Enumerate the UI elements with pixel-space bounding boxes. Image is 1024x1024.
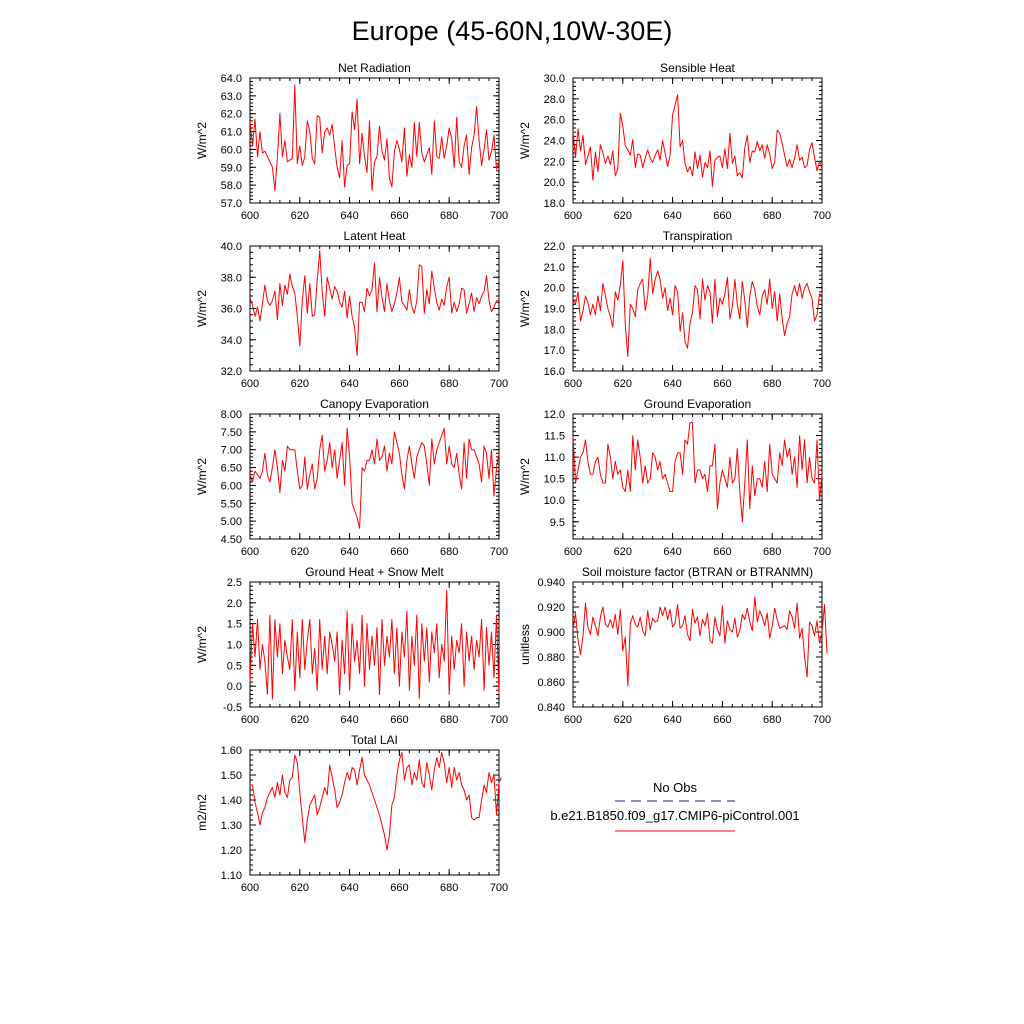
panels (195, 61, 831, 894)
x-tick-label: 600 (563, 378, 583, 390)
x-tick-label: 620 (290, 882, 309, 894)
y-tick-label: 21.0 (543, 261, 565, 274)
x-tick-label: 660 (713, 378, 732, 390)
x-tick-label: 600 (240, 546, 260, 558)
x-tick-label: 600 (563, 714, 583, 726)
plot-frame (573, 582, 822, 707)
panel-title: Sensible Heat (660, 61, 735, 75)
plot-frame (250, 414, 499, 539)
x-tick-label: 640 (663, 210, 682, 222)
x-tick-label: 680 (440, 714, 459, 726)
y-tick-label: 11.0 (544, 452, 565, 465)
series-line (573, 259, 822, 357)
panel-6 (518, 397, 831, 558)
x-tick-label: 620 (613, 210, 632, 222)
y-tick-label: 1.40 (220, 795, 242, 807)
y-tick-label: 1.5 (226, 618, 242, 631)
y-tick-label: 0.5 (226, 660, 242, 673)
legend (550, 780, 799, 831)
y-tick-label: 18.0 (543, 324, 565, 337)
y-tick-label: 60.0 (220, 144, 242, 157)
panel-title: Net Radiation (338, 61, 411, 75)
series-line (250, 428, 499, 528)
legend-obs-label: No Obs (652, 780, 698, 795)
x-tick-label: 620 (290, 546, 309, 558)
y-axis-label: W/m^2 (195, 626, 209, 663)
legend-model-label: b.e21.B1850.f09_g17.CMIP6-piControl.001 (550, 808, 800, 823)
y-tick-label: 57.0 (220, 198, 242, 210)
plot-frame (250, 78, 499, 203)
x-tick-label: 700 (812, 210, 832, 222)
y-tick-label: 1.20 (220, 845, 242, 857)
y-tick-label: 0.860 (537, 677, 565, 689)
x-tick-label: 680 (763, 714, 782, 726)
x-tick-label: 600 (563, 546, 583, 558)
y-tick-label: 20.0 (543, 282, 565, 295)
y-tick-label: 64.0 (220, 73, 242, 85)
panel-5 (195, 397, 508, 558)
panel-9 (195, 733, 508, 894)
y-tick-label: 20.0 (543, 177, 565, 190)
y-tick-label: 59.0 (220, 162, 242, 175)
panel-7 (195, 565, 508, 726)
y-tick-label: 58.0 (220, 180, 242, 193)
series-line (250, 251, 499, 356)
figure-title: Europe (45-60N,10W-30E) (351, 16, 673, 46)
series-line (573, 95, 822, 187)
panel-title: Total LAI (351, 733, 398, 747)
y-axis-label: W/m^2 (518, 458, 532, 495)
panel-title: Ground Heat + Snow Melt (305, 565, 444, 579)
x-tick-label: 600 (240, 714, 260, 726)
x-tick-label: 600 (240, 378, 260, 390)
plot-frame (573, 414, 822, 539)
y-tick-label: 18.0 (543, 198, 565, 210)
y-tick-label: 11.5 (544, 430, 565, 443)
x-tick-label: 640 (340, 714, 359, 726)
series-line (250, 85, 499, 190)
x-tick-label: 620 (613, 378, 632, 390)
x-tick-label: 640 (340, 378, 359, 390)
x-tick-label: 700 (489, 546, 509, 558)
series-line (573, 423, 822, 522)
x-tick-label: 660 (390, 714, 409, 726)
y-tick-label: 26.0 (543, 114, 565, 127)
y-tick-label: 22.0 (543, 156, 565, 169)
y-tick-label: 32.0 (220, 366, 242, 378)
x-tick-label: 660 (390, 882, 409, 894)
y-tick-label: 24.0 (543, 135, 565, 148)
y-tick-label: 0.0 (226, 681, 242, 694)
y-tick-label: 0.840 (537, 702, 565, 714)
x-tick-label: 700 (489, 882, 509, 894)
x-tick-label: 700 (489, 378, 509, 390)
series-line (250, 753, 502, 851)
y-tick-label: 38.0 (220, 272, 242, 285)
x-tick-label: 700 (489, 210, 509, 222)
x-tick-label: 700 (489, 714, 509, 726)
y-tick-label: 1.30 (220, 820, 242, 832)
panel-title: Transpiration (662, 229, 733, 243)
x-tick-label: 680 (440, 546, 459, 558)
x-tick-label: 660 (390, 210, 409, 222)
y-tick-label: 62.0 (220, 108, 242, 121)
y-tick-label: 8.00 (220, 409, 242, 421)
x-tick-label: 700 (812, 546, 832, 558)
y-tick-label: 40.0 (220, 241, 242, 253)
x-tick-label: 600 (563, 210, 583, 222)
x-tick-label: 600 (240, 210, 260, 222)
x-tick-label: 660 (713, 210, 732, 222)
panel-2 (518, 61, 831, 222)
y-tick-label: 34.0 (220, 334, 242, 347)
x-tick-label: 680 (440, 210, 459, 222)
y-tick-label: 0.940 (537, 577, 565, 589)
y-tick-label: 7.50 (220, 426, 242, 439)
x-tick-label: 640 (663, 378, 682, 390)
x-tick-label: 660 (713, 546, 732, 558)
y-tick-label: 12.0 (543, 409, 565, 421)
y-tick-label: 30.0 (543, 73, 565, 85)
x-tick-label: 680 (763, 210, 782, 222)
y-tick-label: 19.0 (543, 303, 565, 316)
y-axis-label: W/m^2 (518, 290, 532, 327)
panel-title: Latent Heat (343, 229, 406, 243)
x-tick-label: 700 (812, 378, 832, 390)
y-tick-label: 6.50 (220, 462, 242, 475)
x-tick-label: 660 (713, 714, 732, 726)
y-tick-label: 9.5 (549, 516, 565, 529)
series-line (250, 590, 499, 698)
y-tick-label: 6.00 (220, 480, 242, 493)
x-tick-label: 620 (613, 714, 632, 726)
y-axis-label: W/m^2 (195, 458, 209, 495)
x-tick-label: 620 (290, 378, 309, 390)
y-tick-label: 16.0 (543, 366, 565, 378)
plot-frame (573, 78, 822, 203)
x-tick-label: 640 (663, 714, 682, 726)
panel-8 (518, 565, 831, 726)
y-tick-label: 36.0 (220, 303, 242, 316)
x-tick-label: 600 (240, 882, 260, 894)
y-tick-label: 0.880 (537, 652, 565, 664)
y-axis-label: W/m^2 (195, 290, 209, 327)
y-tick-label: 10.0 (543, 495, 565, 508)
panel-1 (195, 61, 508, 222)
x-tick-label: 680 (440, 378, 459, 390)
panel-title: Ground Evaporation (643, 397, 752, 411)
x-tick-label: 680 (763, 546, 782, 558)
y-tick-label: 0.920 (537, 602, 565, 614)
y-tick-label: 61.0 (220, 126, 242, 139)
panel-title: Canopy Evaporation (320, 397, 429, 411)
x-tick-label: 640 (340, 546, 359, 558)
plot-frame (250, 582, 499, 707)
x-tick-label: 640 (340, 882, 359, 894)
y-tick-label: 2.5 (226, 577, 242, 589)
panel-4 (518, 229, 831, 390)
y-tick-label: 5.00 (220, 516, 242, 529)
y-axis-label: m2/m2 (195, 794, 209, 831)
x-tick-label: 640 (340, 210, 359, 222)
y-tick-label: 5.50 (220, 498, 242, 511)
y-tick-label: 1.60 (220, 745, 242, 757)
x-tick-label: 700 (812, 714, 832, 726)
x-tick-label: 620 (613, 546, 632, 558)
y-tick-label: 63.0 (220, 90, 242, 103)
panel-3 (195, 229, 508, 390)
y-tick-label: 28.0 (543, 93, 565, 106)
x-tick-label: 620 (290, 210, 309, 222)
x-tick-label: 640 (663, 546, 682, 558)
x-tick-label: 660 (390, 378, 409, 390)
y-tick-label: 17.0 (543, 345, 565, 358)
y-tick-label: 7.00 (220, 444, 242, 457)
y-tick-label: -0.5 (223, 702, 242, 714)
x-tick-label: 680 (763, 378, 782, 390)
y-axis-label: W/m^2 (195, 122, 209, 159)
panel-title: Soil moisture factor (BTRAN or BTRANMN) (581, 565, 814, 579)
y-axis-label: unitless (518, 624, 532, 665)
series-line (573, 597, 827, 686)
plot-frame (250, 750, 499, 875)
x-tick-label: 680 (440, 882, 459, 894)
y-tick-label: 1.0 (226, 639, 242, 652)
y-tick-label: 2.0 (226, 597, 242, 610)
x-tick-label: 660 (390, 546, 409, 558)
y-tick-label: 10.5 (543, 473, 565, 486)
y-tick-label: 1.10 (220, 870, 242, 882)
y-axis-label: W/m^2 (518, 122, 532, 159)
y-tick-label: 1.50 (220, 770, 242, 782)
y-tick-label: 22.0 (543, 241, 565, 253)
y-tick-label: 0.900 (537, 627, 565, 639)
x-tick-label: 620 (290, 714, 309, 726)
plot-frame (573, 246, 822, 371)
y-tick-label: 4.50 (220, 534, 242, 546)
